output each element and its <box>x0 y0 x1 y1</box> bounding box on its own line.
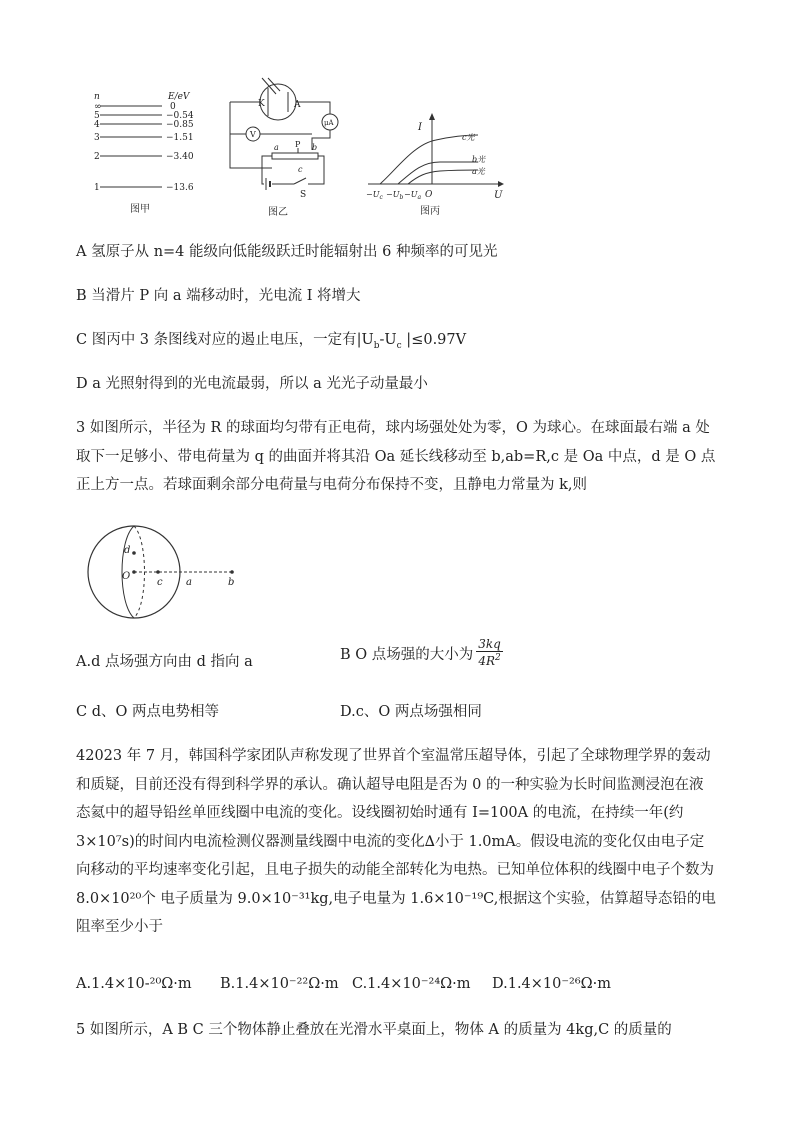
point-o <box>132 570 136 574</box>
switch-s <box>294 178 306 184</box>
cathode-label: K <box>258 99 265 109</box>
a-light-label: a光 <box>472 167 485 176</box>
level-n: 4 <box>94 120 100 130</box>
i-axis-label: I <box>418 122 422 133</box>
point-c <box>156 570 160 574</box>
level-n: 2 <box>94 152 100 162</box>
level-energy: −0.85 <box>166 120 194 130</box>
switch-label: S <box>300 190 307 200</box>
point-d <box>132 551 136 555</box>
point-d-label: d <box>124 545 131 556</box>
figure-caption-bing: 图丙 <box>420 206 440 217</box>
stopping-voltage-b: $-U_b$ <box>386 190 404 201</box>
rheostat-end-b: b <box>312 143 318 152</box>
q3-option-a: A.d 点场强方向由 d 指向 a <box>76 654 253 670</box>
level-n: 1 <box>94 183 100 193</box>
level-energy: −13.6 <box>166 183 194 193</box>
b-light-label: b光 <box>472 155 486 164</box>
curve-b-light <box>398 162 478 184</box>
tap-label-c: c <box>298 165 303 174</box>
figure-caption-yi: 图乙 <box>268 207 288 218</box>
rheostat-end-a: a <box>274 143 279 152</box>
photoelectric-circuit-diagram <box>220 76 350 218</box>
iu-curve-graph <box>356 110 506 220</box>
anode-label: A <box>294 100 301 110</box>
origin-label: O <box>425 190 433 200</box>
curve-a-light <box>408 170 478 184</box>
q2-option-a: A 氢原子从 n=4 能级向低能级跃迁时能辐射出 6 种频率的可见光 <box>76 244 498 260</box>
q2-option-d: D a 光照射得到的光电流最弱，所以 a 光光子动量最小 <box>76 376 428 392</box>
point-a-label: a <box>186 577 192 588</box>
q4-stem: 42023 年 7 月，韩国科学家团队声称发现了世界首个室温常压超导体，引起了全球物理学界的轰动和质疑，目前还没有得到科学界的承认。确认超导电阻是否为 0 的一种实验为长时间监测浸泡在液态氦中的超导铅丝单匝线圈中电流的变化。设线圈初始时通有 I=100A 的电流，在持续一年(约 3×10⁷s)的时间内电流检测仪器测量线圈中电流的变化∆小于 1.0mA。假设电流的变化仅由电子定向移动的平均速率变化引起，且电子损失的动能全部转化为电热。已知单位体积的线圈中电子个数为 8.0×10²⁰个 电子质量为 9.0×10⁻³¹kg,电子电量为 1.6×10⁻¹⁹C,根据这个实验，估算超导态铅的电阻率至少小于 <box>76 748 716 935</box>
stopping-voltage-c: $-U_c$ <box>366 190 383 201</box>
microammeter-label: μA <box>324 119 334 127</box>
charged-sphere-diagram <box>86 520 266 624</box>
q4-option-a: A.1.4×10-²⁰Ω·m <box>76 976 192 992</box>
point-b-label: b <box>228 577 235 588</box>
level-zero-value: 0 <box>170 102 176 112</box>
infinity-label: ∞ <box>94 102 102 112</box>
level-energy: −3.40 <box>166 152 194 162</box>
slider-label: P <box>295 140 301 149</box>
level-n: 3 <box>94 133 100 143</box>
q3-option-d: D.c、O 两点场强相同 <box>340 704 482 720</box>
q4-option-c: C.1.4×10⁻²⁴Ω·m <box>352 976 471 992</box>
energy-level-diagram <box>84 88 204 218</box>
point-c-label: c <box>157 577 163 588</box>
rheostat <box>272 153 318 159</box>
q5-stem: 5 如图所示，A B C 三个物体静止叠放在光滑水平桌面上，物体 A 的质量为 4kg,C 的质量的 <box>76 1022 672 1038</box>
level-energy: −0.54 <box>166 111 194 121</box>
q3-option-b-fraction: $\frac{3kq}{4R^2}$ <box>478 637 501 668</box>
curve-c-light <box>380 135 478 184</box>
q4-option-d: D.1.4×10⁻²⁶Ω·m <box>492 976 612 992</box>
n-label: n <box>94 92 100 102</box>
q3-stem: 3 如图所示，半径为 R 的球面均匀带有正电荷，球内场强处处为零，O 为球心。在球面最右端 a 处取下一足够小、带电荷量为 q 的曲面并将其沿 Oa 延长线移动至 b,ab=R,c 是 Oa 中点，d 是 O 点正上方一点。若球面剩余部分电荷量与电荷分布保持不变，且静电力常量为 k,则 <box>76 420 716 493</box>
figure-caption-jia: 图甲 <box>130 204 150 215</box>
q4-option-b: B.1.4×10⁻²²Ω·m <box>220 976 339 992</box>
q3-option-c: C d、O 两点电势相等 <box>76 704 219 720</box>
u-axis-label: U <box>494 190 503 201</box>
point-b <box>230 570 234 574</box>
point-o-label: O <box>122 571 131 582</box>
voltmeter-label: V <box>250 130 256 139</box>
energy-unit-label: E/eV <box>168 92 190 102</box>
level-energy: −1.51 <box>166 133 194 143</box>
c-light-label: c光 <box>462 133 475 142</box>
stopping-voltage-a: $-U_a$ <box>404 190 422 201</box>
incident-light-arrow <box>262 78 276 94</box>
q2-option-c: C 图丙中 3 条图线对应的遏止电压，一定有$|U_b-U_c$ |≤0.97V <box>76 332 467 351</box>
q3-option-b: B O 点场强的大小为 $\frac{3kq}{4R^2}$ <box>340 637 501 668</box>
q2-option-b: B 当滑片 P 向 a 端移动时，光电流 I 将增大 <box>76 288 361 304</box>
level-n: 5 <box>94 111 100 121</box>
